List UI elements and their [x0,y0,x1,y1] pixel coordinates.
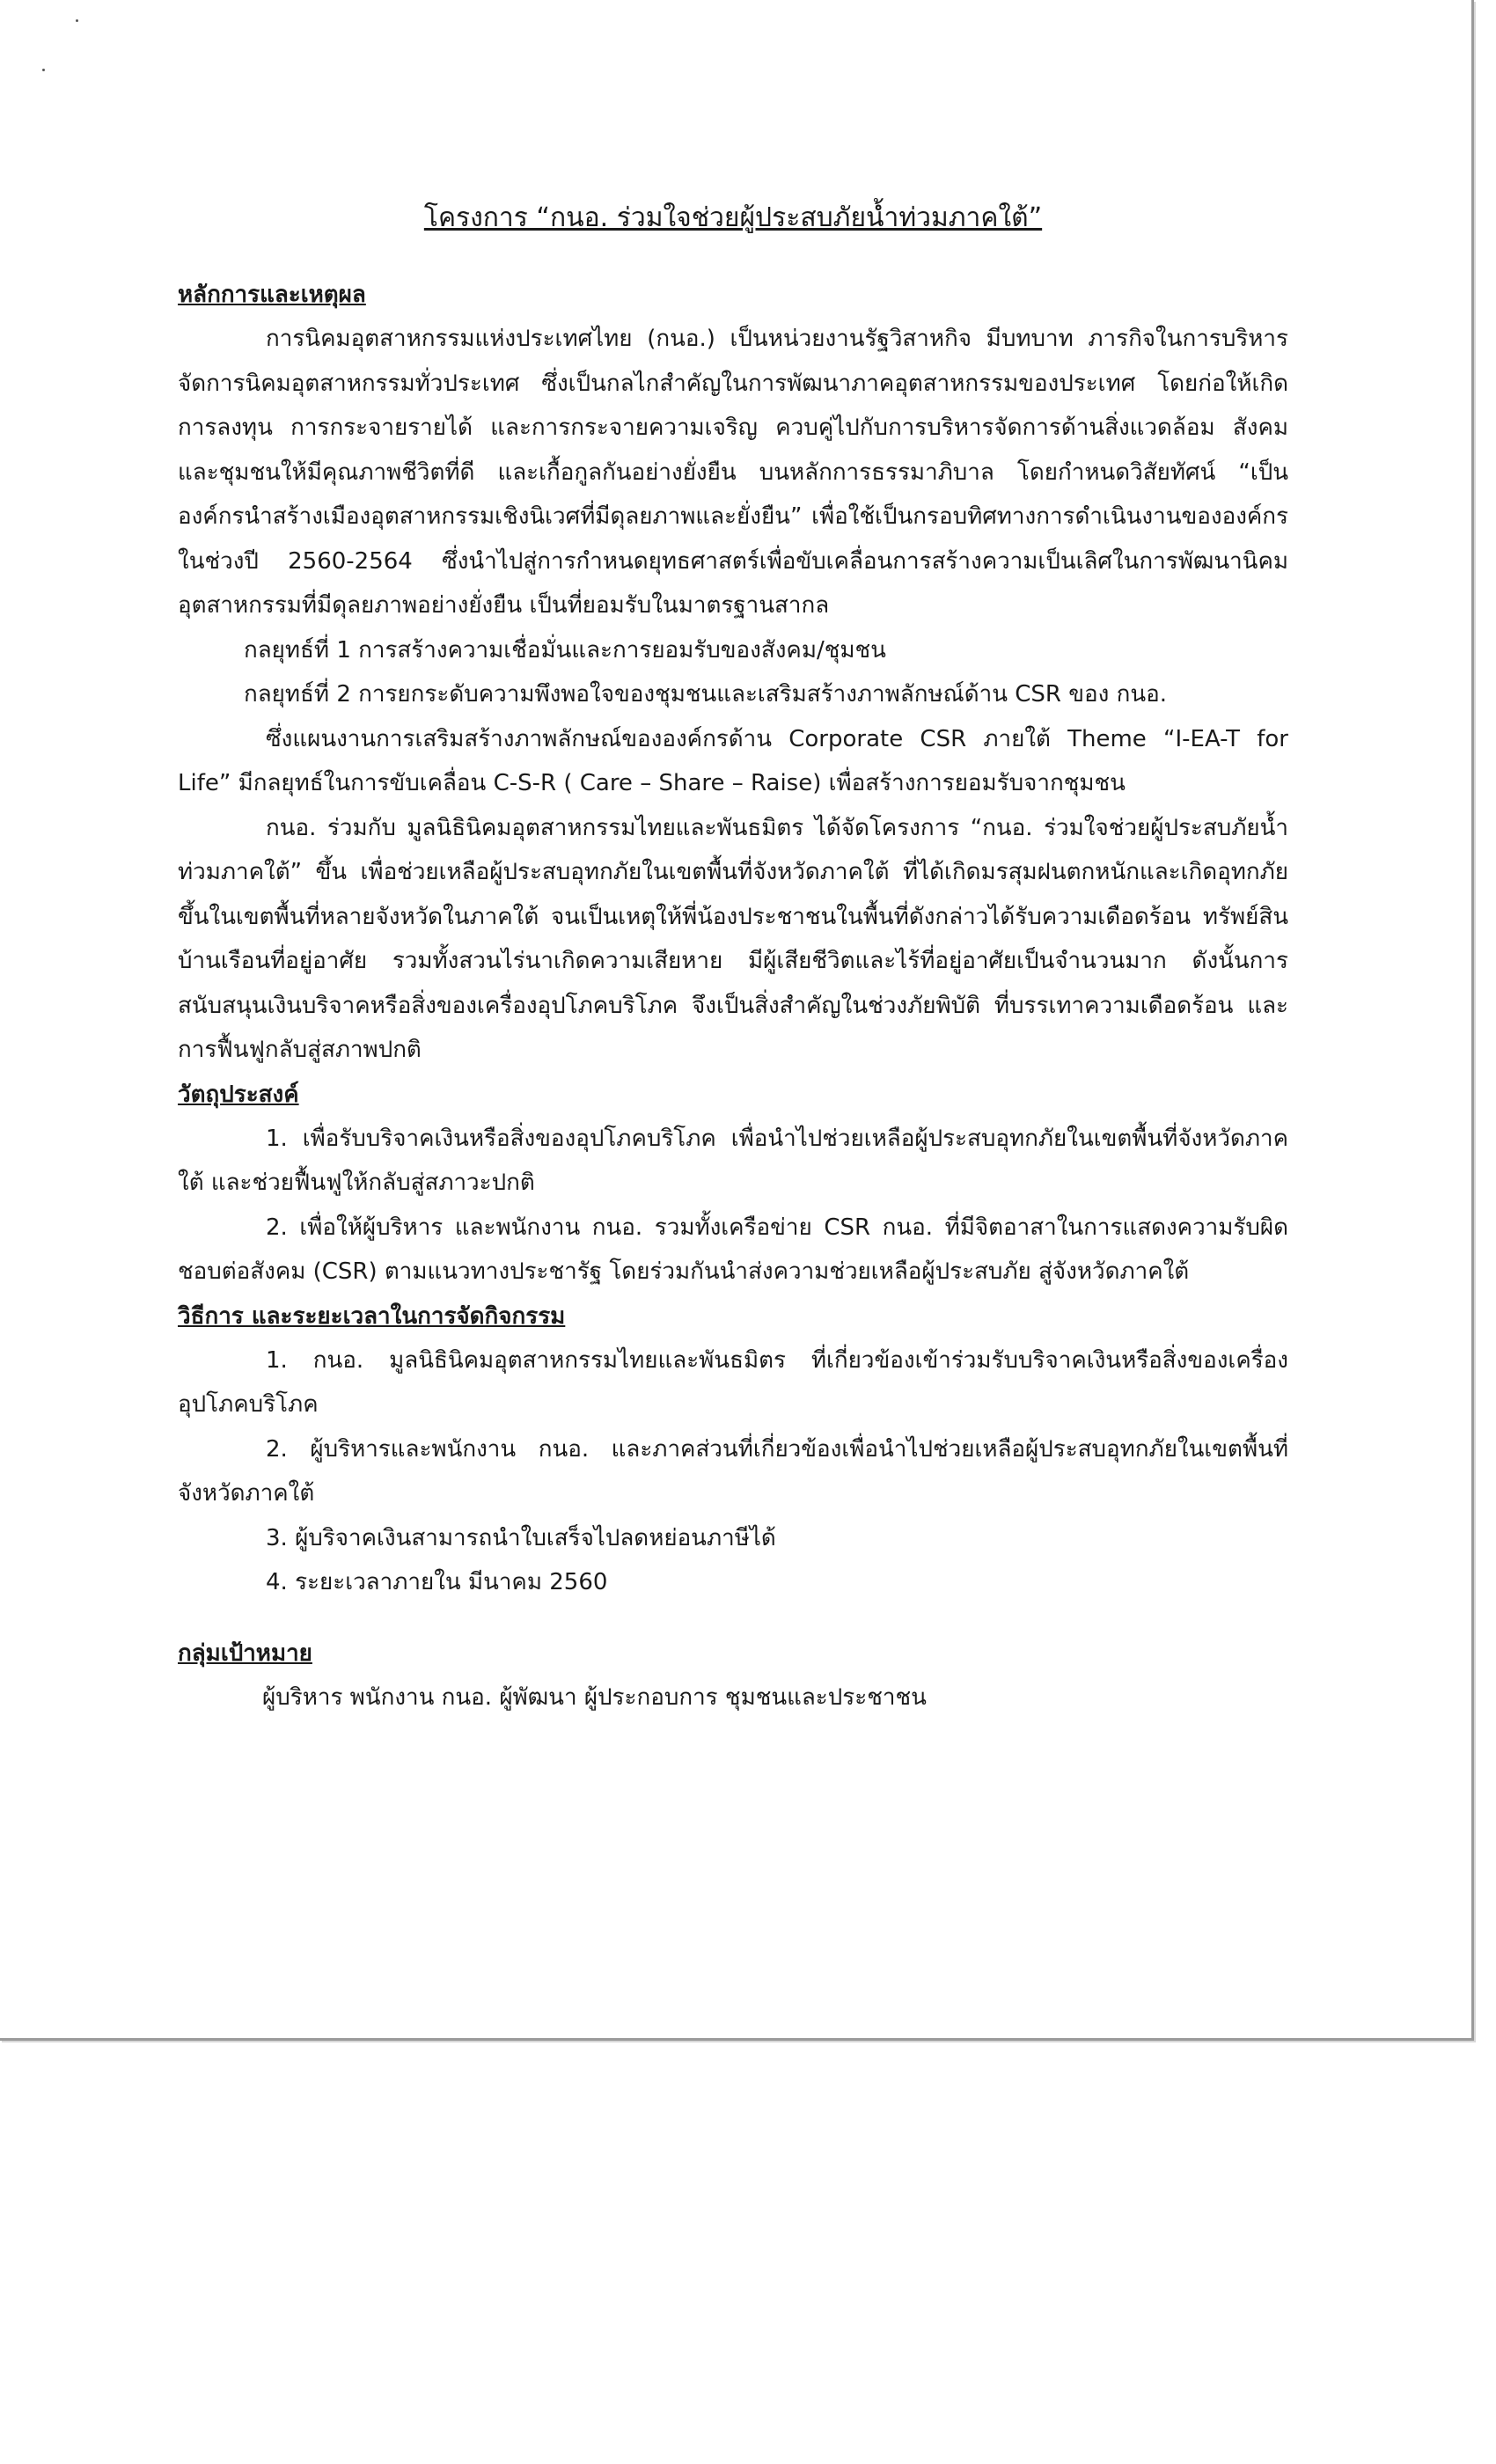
section-rationale [178,273,1288,1073]
rationale-paragraph-3: กนอ. ร่วมกับ มูลนิธินิคมอุตสาหกรรมไทยและพันธมิตร ได้จัดโครงการ “กนอ. ร่วมใจช่วยผู้ประสบภัยน้ำท่วมภาคใต้” ขึ้น เพื่อช่วยเหลือผู้ประสบอุทกภัยในเขตพื้นที่จังหวัดภาคใต้ ที่ได้เกิดมรสุมฝนตกหนักและเกิดอุทกภัยขึ้นในเขตพื้นที่หลายจังหวัดในภาคใต้ จนเป็นเหตุให้พี่น้องประชาชนในพื้นที่ดังกล่าวได้รับความเดือดร้อน ทรัพย์สิน บ้านเรือนที่อยู่อาศัย รวมทั้งสวนไร่นาเกิดความเสียหาย มีผู้เสียชีวิตและไร้ที่อยู่อาศัยเป็นจำนวนมาก ดังนั้นการสนับสนุนเงินบริจาคหรือสิ่งของเครื่องอุปโภคบริโภค จึงเป็นสิ่งสำคัญในช่วงภัยพิบัติ ที่บรรเทาความเดือดร้อน และการฟื้นฟูกลับสู่สภาพปกติ [178,814,1288,1063]
target-group-text: ผู้บริหาร พนักงาน กนอ. ผู้พัฒนา ผู้ประกอบการ ชุมชนและประชาชน [262,1683,927,1711]
objective-item: 1. เพื่อรับบริจาคเงินหรือสิ่งของอุปโภคบริโภค เพื่อนำไปช่วยเหลือผู้ประสบอุทกภัยในเขตพื้นที่จังหวัดภาคใต้ และช่วยฟื้นฟูให้กลับสู่สภาวะปกติ [178,1125,1288,1196]
section-gap [178,1605,1288,1632]
section-heading-rationale: หลักการและเหตุผล [178,282,366,308]
objective-item: 2. เพื่อให้ผู้บริหาร และพนักงาน กนอ. รวมทั้งเครือข่าย CSR กนอ. ที่มีจิตอาสาในการแสดงความรับผิดชอบต่อสังคม (CSR) ตามแนวทางประชารัฐ โดยร่วมกันนำส่งความช่วยเหลือผู้ประสบภัย สู่จังหวัดภาคใต้ [178,1214,1288,1285]
method-item: 4. ระยะเวลาภายใน มีนาคม 2560 [266,1569,608,1595]
section-heading-objectives: วัตถุประสงค์ [178,1081,299,1108]
section-objectives [178,1073,1288,1294]
document-title: โครงการ “กนอ. ร่วมใจช่วยผู้ประสบภัยน้ำท่วมภาคใต้” [423,202,1043,233]
section-target [178,1632,1288,1720]
document-body [178,199,1288,1720]
strategy-1: กลยุทธ์ที่ 1 การสร้างความเชื่อมั่นและการยอมรับของสังคม/ชุมชน [244,636,886,664]
strategy-2: กลยุทธ์ที่ 2 การยกระดับความพึงพอใจของชุมชนและเสริมสร้างภาพลักษณ์ด้าน CSR ของ กนอ. [244,681,1167,708]
method-item: 3. ผู้บริจาคเงินสามารถนำใบเสร็จไปลดหย่อนภาษีได้ [266,1524,776,1551]
scan-speck [42,69,45,71]
scan-speck [76,19,78,22]
rationale-paragraph-2: ซึ่งแผนงานการเสริมสร้างภาพลักษณ์ขององค์กรด้าน Corporate CSR ภายใต้ Theme “I-EA-T for Life” มีกลยุทธ์ในการขับเคลื่อน C-S-R ( Care – Share – Raise) เพื่อสร้างการยอมรับจากชุมชน [178,725,1288,796]
section-method [178,1294,1288,1605]
section-heading-method: วิธีการ และระยะเวลาในการจัดกิจกรรม [178,1302,566,1330]
section-heading-target: กลุ่มเป้าหมาย [178,1639,312,1667]
method-item: 1. กนอ. มูลนิธินิคมอุตสาหกรรมไทยและพันธมิตร ที่เกี่ยวข้องเข้าร่วมรับบริจาคเงินหรือสิ่งของเครื่องอุปโภคบริโภค [178,1346,1288,1418]
method-item: 2. ผู้บริหารและพนักงาน กนอ. และภาคส่วนที่เกี่ยวข้องเพื่อนำไปช่วยเหลือผู้ประสบอุทกภัยในเขตพื้นที่จังหวัดภาคใต้ [178,1435,1288,1507]
rationale-paragraph-1: การนิคมอุตสาหกรรมแห่งประเทศไทย (กนอ.) เป็นหน่วยงานรัฐวิสาหกิจ มีบทบาท ภารกิจในการบริหารจัดการนิคมอุตสาหกรรมทั่วประเทศ ซึ่งเป็นกลไกสำคัญในการพัฒนาภาคอุตสาหกรรมของประเทศ โดยก่อให้เกิดการลงทุน การกระจายรายได้ และการกระจายความเจริญ ควบคู่ไปกับการบริหารจัดการด้านสิ่งแวดล้อม สังคม และชุมชนให้มีคุณภาพชีวิตที่ดี และเกื้อกูลกันอย่างยั่งยืน บนหลักการธรรมาภิบาล โดยกำหนดวิสัยทัศน์ “เป็นองค์กรนำสร้างเมืองอุตสาหกรรมเชิงนิเวศที่มีดุลยภาพและยั่งยืน” เพื่อใช้เป็นกรอบทิศทางการดำเนินงานขององค์กร ในช่วงปี 2560-2564 ซึ่งนำไปสู่การกำหนดยุทธศาสตร์เพื่อขับเคลื่อนการสร้างความเป็นเลิศในการพัฒนานิคมอุตสาหกรรมที่มีดุลยภาพอย่างยั่งยืน เป็นที่ยอมรับในมาตรฐานสากล [178,326,1288,619]
